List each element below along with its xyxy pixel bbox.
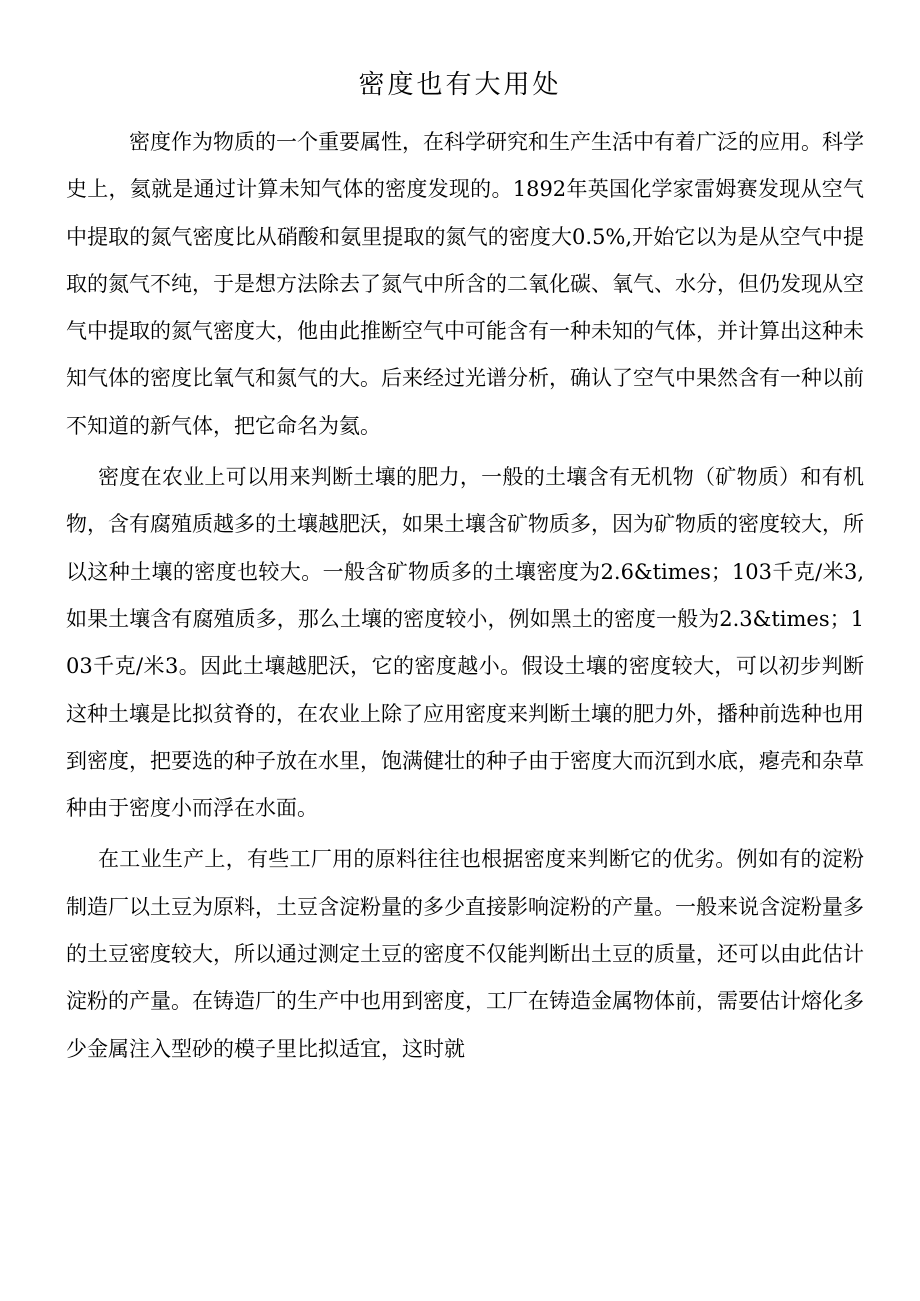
document-body (66, 119, 864, 1073)
paragraph-helium-discovery: 密度作为物质的一个重要属性，在科学研究和生产生活中有着广泛的应用。科学史上，氦就是通过计算未知气体的密度发现的。1892年英国化学家雷姆赛发现从空气中提取的氮气密度比从硝酸和氨里提取的氮气的密度大0.5%,开始它以为是从空气中提取的氮气不纯，于是想方法除去了氮气中所含的二氧化碳、氧气、水分，但仍发现从空气中提取的氮气密度大，他由此推断空气中可能含有一种未知的气体，并计算出这种未知气体的密度比氧气和氮气的大。后来经过光谱分析，确认了空气中果然含有一种以前不知道的新气体，把它命名为氦。 (66, 130, 864, 438)
paragraph-industry: 在工业生产上，有些工厂用的原料往往也根据密度来判断它的优劣。例如有的淀粉制造厂以土豆为原料，土豆含淀粉量的多少直接影响淀粉的产量。一般来说含淀粉量多的土豆密度较大，所以通过测定土豆的密度不仅能判断出土豆的质量，还可以由此估计淀粉的产量。在铸造厂的生产中也用到密度，工厂在铸造金属物体前，需要估计熔化多少金属注入型砂的模子里比拟适宜，这时就 (66, 847, 864, 1061)
paragraph-agriculture: 密度在农业上可以用来判断土壤的肥力，一般的土壤含有无机物（矿物质）和有机物，含有腐殖质越多的土壤越肥沃，如果土壤含矿物质多，因为矿物质的密度较大，所以这种土壤的密度也较大。一般含矿物质多的土壤密度为2.6&times；103千克/米3,如果土壤含有腐殖质多，那么土壤的密度较小，例如黑土的密度一般为2.3&times；103千克/米3。因此土壤越肥沃，它的密度越小。假设土壤的密度较大，可以初步判断这种土壤是比拟贫脊的，在农业上除了应用密度来判断土壤的肥力外，播种前选种也用到密度，把要选的种子放在水里，饱满健壮的种子由于密度大而沉到水底，瘪壳和杂草种由于密度小而浮在水面。 (66, 465, 864, 821)
document-title: 密度也有大用处 (358, 70, 562, 100)
